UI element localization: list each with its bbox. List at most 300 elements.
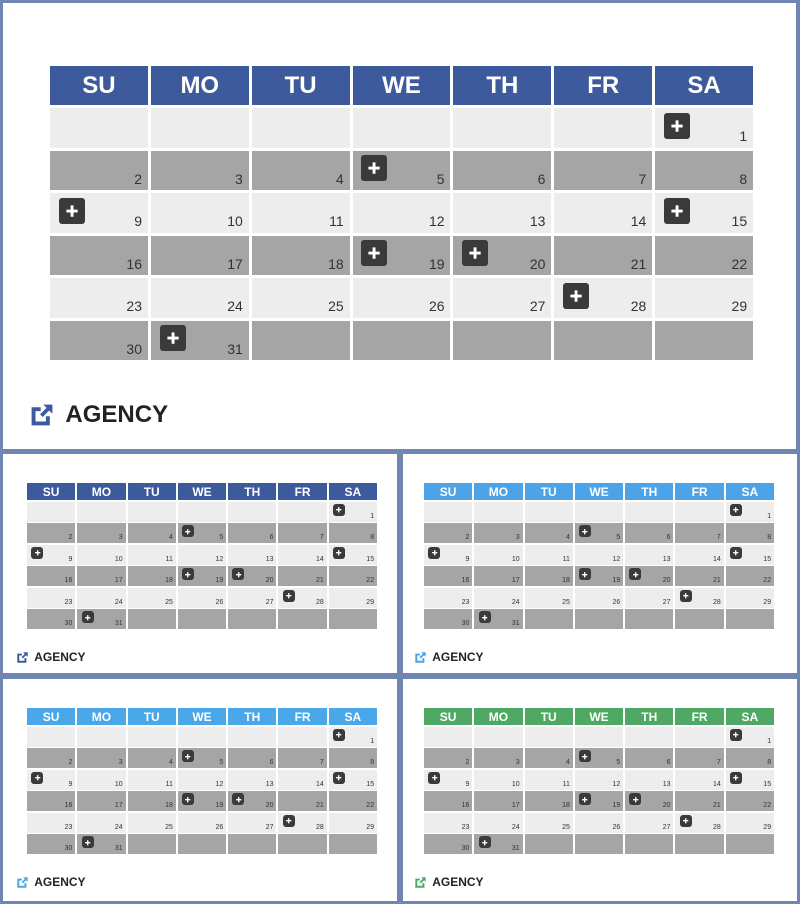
plus-icon[interactable] [579,568,591,580]
day-number: 26 [612,823,621,831]
day-number: 26 [612,598,621,606]
day-number: 6 [666,759,671,767]
day-cell-27[interactable] [228,588,276,608]
day-cell-14[interactable] [554,193,652,233]
day-number: 17 [511,802,520,810]
day-cell-19[interactable] [178,566,226,586]
day-cell-5[interactable] [575,523,623,543]
agency-logo [16,650,86,664]
empty-day-cell [675,834,723,854]
empty-day-cell [329,609,377,629]
empty-day-cell [726,834,774,854]
day-cell-8[interactable] [726,748,774,768]
day-cell-13[interactable] [453,193,551,233]
plus-icon[interactable] [462,240,488,266]
day-cell-10[interactable] [77,770,125,790]
day-cell-7[interactable] [278,523,326,543]
plus-icon[interactable] [182,568,194,580]
plus-icon[interactable] [333,729,345,741]
day-number: 30 [64,620,73,628]
day-number: 14 [316,780,324,788]
day-cell-31[interactable] [474,609,522,629]
plus-icon[interactable] [182,750,194,762]
day-cell-16[interactable] [424,566,472,586]
day-cell-22[interactable] [726,791,774,811]
empty-day-cell [575,502,623,522]
plus-icon[interactable] [664,198,690,224]
empty-day-cell [353,321,451,361]
day-cell-20[interactable] [228,566,276,586]
plus-icon[interactable] [730,729,742,741]
day-number: 21 [630,255,647,272]
day-cell-17[interactable] [77,791,125,811]
day-cell-12[interactable] [353,193,451,233]
plus-icon[interactable] [680,590,692,602]
calendar-slide-sky-blue [3,679,397,901]
day-header-we: WE [353,66,451,105]
day-cell-25[interactable] [525,588,573,608]
day-number: 24 [114,598,123,606]
day-header-th: TH [453,66,551,105]
day-cell-23[interactable] [27,588,75,608]
day-number: 24 [227,298,243,315]
day-cell-21[interactable] [675,791,723,811]
day-cell-2[interactable] [424,748,472,768]
day-number: 15 [763,780,772,788]
plus-icon[interactable] [579,750,591,762]
day-cell-24[interactable] [151,278,249,318]
day-cell-18[interactable] [128,791,176,811]
day-number: 21 [713,802,721,810]
empty-day-cell [625,502,673,522]
day-number: 10 [227,213,243,230]
empty-day-cell [128,834,176,854]
day-cell-23[interactable] [424,813,472,833]
day-number: 17 [511,577,520,585]
plus-icon[interactable] [629,568,641,580]
day-number: 6 [666,534,671,542]
day-cell-13[interactable] [625,545,673,565]
day-cell-19[interactable] [178,791,226,811]
day-number: 17 [114,802,123,810]
day-cell-27[interactable] [453,278,551,318]
day-cell-3[interactable] [151,151,249,191]
calendar-grid [27,483,377,629]
plus-icon[interactable] [730,504,742,516]
day-number: 29 [731,298,748,315]
day-cell-4[interactable] [525,523,573,543]
plus-icon[interactable] [333,504,345,516]
day-cell-22[interactable] [329,791,377,811]
day-cell-15[interactable] [726,545,774,565]
day-cell-1[interactable] [655,108,753,148]
day-number: 1 [767,737,772,745]
day-cell-24[interactable] [77,588,125,608]
day-number: 29 [763,823,772,831]
agency-logo [16,875,86,889]
day-cell-11[interactable] [128,545,176,565]
day-cell-1[interactable] [329,727,377,747]
day-cell-5[interactable] [353,151,451,191]
plus-icon[interactable] [182,525,194,537]
day-cell-31[interactable] [77,609,125,629]
brand-name: AGENCY [34,875,86,889]
day-cell-23[interactable] [424,588,472,608]
day-cell-19[interactable] [575,791,623,811]
day-number: 31 [511,845,520,853]
day-cell-9[interactable] [27,545,75,565]
plus-icon[interactable] [579,525,591,537]
day-cell-20[interactable] [228,791,276,811]
day-number: 31 [511,620,520,628]
day-number: 15 [763,555,772,563]
day-cell-25[interactable] [128,588,176,608]
plus-icon[interactable] [361,240,387,266]
day-number: 31 [114,845,123,853]
day-cell-17[interactable] [77,566,125,586]
day-cell-19[interactable] [575,566,623,586]
day-cell-20[interactable] [625,791,673,811]
day-cell-12[interactable] [178,545,226,565]
day-cell-13[interactable] [228,770,276,790]
day-number: 9 [465,780,470,788]
empty-day-cell [178,727,226,747]
day-number: 11 [329,213,344,230]
day-cell-14[interactable] [675,770,723,790]
day-number: 16 [64,577,73,585]
day-number: 26 [215,823,224,831]
day-cell-2[interactable] [27,748,75,768]
day-cell-18[interactable] [525,566,573,586]
day-number: 14 [630,213,647,230]
day-cell-3[interactable] [77,748,125,768]
plus-icon[interactable] [232,568,244,580]
day-cell-28[interactable] [278,588,326,608]
day-cell-12[interactable] [575,770,623,790]
day-cell-13[interactable] [228,545,276,565]
day-number: 9 [68,780,73,788]
day-cell-5[interactable] [178,523,226,543]
day-cell-5[interactable] [575,748,623,768]
day-number: 2 [68,759,73,767]
day-number: 16 [64,802,73,810]
day-cell-5[interactable] [178,748,226,768]
calendar-slide-dark-blue [3,454,397,673]
day-cell-31[interactable] [474,834,522,854]
day-cell-10[interactable] [77,545,125,565]
day-cell-4[interactable] [128,523,176,543]
day-cell-14[interactable] [278,545,326,565]
plus-icon[interactable] [664,113,690,139]
day-cell-11[interactable] [525,770,573,790]
plus-icon[interactable] [59,198,85,224]
day-cell-27[interactable] [625,813,673,833]
empty-day-cell [525,834,573,854]
day-cell-27[interactable] [228,813,276,833]
day-cell-21[interactable] [278,791,326,811]
empty-day-cell [575,834,623,854]
day-cell-8[interactable] [329,523,377,543]
day-header-we: WE [178,483,226,500]
day-cell-31[interactable] [151,321,249,361]
day-cell-1[interactable] [726,727,774,747]
day-cell-6[interactable] [625,748,673,768]
day-number: 22 [763,802,772,810]
day-number: 15 [366,780,375,788]
plus-icon[interactable] [579,793,591,805]
day-number: 17 [227,255,243,272]
plus-icon[interactable] [182,793,194,805]
day-cell-22[interactable] [329,566,377,586]
day-number: 10 [114,780,123,788]
day-number: 8 [370,759,375,767]
day-number: 21 [316,577,324,585]
plus-icon[interactable] [730,772,742,784]
plus-icon[interactable] [160,325,186,351]
day-cell-8[interactable] [329,748,377,768]
plus-icon[interactable] [31,547,43,559]
day-cell-18[interactable] [252,236,350,276]
day-number: 23 [461,598,470,606]
day-header-su: SU [50,66,148,105]
day-cell-26[interactable] [353,278,451,318]
day-number: 24 [511,598,520,606]
day-cell-7[interactable] [554,151,652,191]
day-number: 9 [465,555,470,563]
day-number: 27 [662,598,671,606]
day-cell-4[interactable] [252,151,350,191]
day-number: 3 [515,759,520,767]
empty-day-cell [675,609,723,629]
plus-icon[interactable] [629,793,641,805]
day-cell-26[interactable] [575,588,623,608]
day-number: 7 [716,534,721,542]
day-cell-6[interactable] [453,151,551,191]
empty-day-cell [178,609,226,629]
day-cell-29[interactable] [655,278,753,318]
plus-icon[interactable] [428,547,440,559]
day-cell-30[interactable] [27,834,75,854]
plus-icon[interactable] [428,772,440,784]
day-cell-18[interactable] [128,566,176,586]
day-cell-29[interactable] [329,813,377,833]
plus-icon[interactable] [361,155,387,181]
day-cell-25[interactable] [252,278,350,318]
empty-day-cell [625,609,673,629]
day-cell-24[interactable] [474,813,522,833]
day-cell-22[interactable] [726,566,774,586]
day-cell-29[interactable] [726,588,774,608]
day-cell-12[interactable] [178,770,226,790]
empty-day-cell [128,727,176,747]
day-number: 29 [366,598,375,606]
day-number: 4 [566,534,570,542]
day-number: 4 [566,759,570,767]
day-cell-19[interactable] [353,236,451,276]
empty-day-cell [151,108,249,148]
day-cell-1[interactable] [726,502,774,522]
day-number: 3 [118,534,123,542]
day-cell-10[interactable] [474,545,522,565]
day-header-su: SU [27,708,75,725]
day-cell-25[interactable] [525,813,573,833]
day-number: 19 [215,802,224,810]
day-cell-11[interactable] [525,545,573,565]
day-cell-7[interactable] [675,748,723,768]
day-cell-15[interactable] [726,770,774,790]
day-header-sa: SA [329,708,377,725]
plus-icon[interactable] [333,772,345,784]
plus-icon[interactable] [479,836,491,848]
day-number: 25 [562,598,570,606]
day-number: 16 [461,577,470,585]
day-cell-30[interactable] [424,834,472,854]
day-cell-14[interactable] [675,545,723,565]
day-cell-20[interactable] [453,236,551,276]
plus-icon[interactable] [479,611,491,623]
day-cell-2[interactable] [424,523,472,543]
day-cell-9[interactable] [424,545,472,565]
day-header-we: WE [178,708,226,725]
day-cell-8[interactable] [726,523,774,543]
plus-icon[interactable] [283,590,295,602]
day-cell-17[interactable] [474,566,522,586]
day-number: 4 [335,170,344,187]
day-cell-3[interactable] [474,748,522,768]
day-cell-25[interactable] [128,813,176,833]
day-cell-30[interactable] [27,609,75,629]
day-cell-26[interactable] [178,588,226,608]
day-cell-21[interactable] [675,566,723,586]
day-cell-10[interactable] [474,770,522,790]
day-cell-6[interactable] [228,748,276,768]
day-cell-20[interactable] [625,566,673,586]
day-number: 18 [328,255,344,272]
day-header-mo: MO [77,708,125,725]
empty-day-cell [77,727,125,747]
day-number: 29 [763,598,772,606]
empty-day-cell [228,834,276,854]
day-cell-9[interactable] [424,770,472,790]
day-cell-3[interactable] [474,523,522,543]
day-cell-7[interactable] [278,748,326,768]
day-cell-22[interactable] [655,236,753,276]
plus-icon[interactable] [283,815,295,827]
day-cell-15[interactable] [655,193,753,233]
empty-day-cell [77,502,125,522]
day-number: 28 [316,823,324,831]
day-cell-16[interactable] [27,791,75,811]
calendar-grid [424,483,774,629]
day-cell-16[interactable] [424,791,472,811]
plus-icon[interactable] [333,547,345,559]
day-cell-18[interactable] [525,791,573,811]
day-cell-23[interactable] [27,813,75,833]
day-number: 12 [215,555,224,563]
day-cell-2[interactable] [27,523,75,543]
day-cell-30[interactable] [50,321,148,361]
day-cell-26[interactable] [178,813,226,833]
day-header-fr: FR [675,708,723,725]
day-cell-16[interactable] [50,236,148,276]
plus-icon[interactable] [730,547,742,559]
day-cell-23[interactable] [50,278,148,318]
day-cell-24[interactable] [77,813,125,833]
day-cell-28[interactable] [278,813,326,833]
plus-icon[interactable] [82,836,94,848]
day-cell-6[interactable] [625,523,673,543]
day-cell-2[interactable] [50,151,148,191]
day-cell-30[interactable] [424,609,472,629]
day-cell-29[interactable] [329,588,377,608]
day-cell-21[interactable] [278,566,326,586]
day-cell-28[interactable] [675,588,723,608]
day-number: 1 [370,737,375,745]
day-cell-9[interactable] [50,193,148,233]
day-cell-28[interactable] [675,813,723,833]
day-cell-26[interactable] [575,813,623,833]
day-number: 6 [537,170,546,187]
day-cell-28[interactable] [554,278,652,318]
day-cell-11[interactable] [128,770,176,790]
day-cell-16[interactable] [27,566,75,586]
day-number: 10 [511,555,520,563]
day-cell-21[interactable] [554,236,652,276]
plus-icon[interactable] [563,283,589,309]
plus-icon[interactable] [82,611,94,623]
day-cell-11[interactable] [252,193,350,233]
day-cell-10[interactable] [151,193,249,233]
day-number: 16 [461,802,470,810]
day-cell-13[interactable] [625,770,673,790]
day-cell-9[interactable] [27,770,75,790]
day-cell-12[interactable] [575,545,623,565]
day-cell-29[interactable] [726,813,774,833]
day-cell-17[interactable] [151,236,249,276]
brand-name: AGENCY [65,401,169,428]
empty-day-cell [655,321,753,361]
day-number: 4 [169,534,173,542]
empty-day-cell [575,609,623,629]
day-number: 31 [227,340,243,357]
empty-day-cell [252,321,350,361]
day-cell-4[interactable] [525,748,573,768]
day-cell-15[interactable] [329,545,377,565]
day-cell-27[interactable] [625,588,673,608]
day-cell-14[interactable] [278,770,326,790]
day-header-fr: FR [278,708,326,725]
empty-day-cell [50,108,148,148]
day-cell-24[interactable] [474,588,522,608]
day-cell-3[interactable] [77,523,125,543]
day-number: 15 [731,213,748,230]
day-cell-7[interactable] [675,523,723,543]
day-cell-6[interactable] [228,523,276,543]
day-cell-1[interactable] [329,502,377,522]
brand-name: AGENCY [432,875,484,889]
plus-icon[interactable] [232,793,244,805]
plus-icon[interactable] [31,772,43,784]
day-number: 28 [713,823,721,831]
calendar-grid [424,708,774,854]
day-cell-17[interactable] [474,791,522,811]
day-cell-4[interactable] [128,748,176,768]
day-cell-15[interactable] [329,770,377,790]
day-cell-8[interactable] [655,151,753,191]
plus-icon[interactable] [680,815,692,827]
day-header-tu: TU [525,483,573,500]
day-cell-31[interactable] [77,834,125,854]
